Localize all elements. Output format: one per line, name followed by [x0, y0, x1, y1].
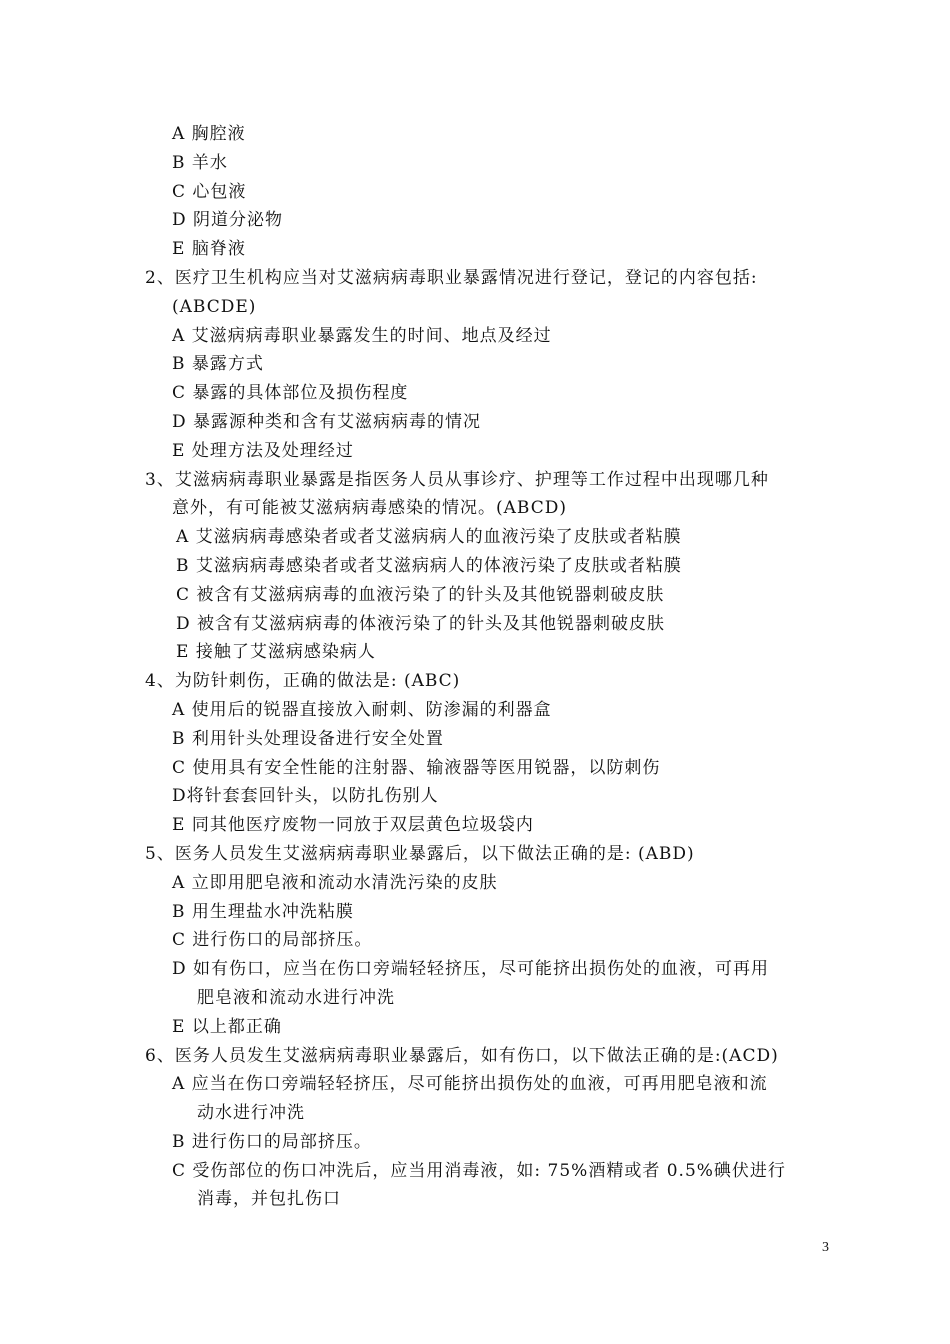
- option-line: C 暴露的具体部位及损伤程度: [172, 383, 409, 404]
- option-line: B 进行伤口的局部挤压。: [172, 1131, 372, 1152]
- continuation-line: 意外，有可能被艾滋病病毒感染的情况。(ABCD): [172, 498, 567, 519]
- question-line: 3、艾滋病病毒职业暴露是指医务人员从事诊疗、护理等工作过程中出现哪几种: [145, 469, 769, 490]
- option-line: B 艾滋病病毒感染者或者艾滋病病人的体液污染了皮肤或者粘膜: [176, 555, 682, 576]
- option-line: A 立即用肥皂液和流动水清洗污染的皮肤: [172, 872, 498, 893]
- option-line: B 羊水: [172, 152, 228, 173]
- question-line: 4、为防针刺伤，正确的做法是: (ABC): [145, 671, 461, 692]
- option-line: C 被含有艾滋病病毒的血液污染了的针头及其他锐器刺破皮肤: [176, 584, 665, 605]
- option-line: C 进行伤口的局部挤压。: [172, 930, 373, 951]
- question-line: 5、医务人员发生艾滋病病毒职业暴露后，以下做法正确的是: (ABD): [145, 843, 695, 864]
- option-line: A 艾滋病病毒感染者或者艾滋病病人的血液污染了皮肤或者粘膜: [176, 527, 682, 548]
- continuation-line: 动水进行冲洗: [197, 1103, 305, 1124]
- option-line: E 接触了艾滋病感染病人: [176, 642, 376, 663]
- option-line: D将针套套回针头，以防扎伤别人: [172, 786, 439, 807]
- option-line: A 应当在伤口旁端轻轻挤压，尽可能挤出损伤处的血液，可再用肥皂液和流: [172, 1074, 768, 1095]
- option-line: B 暴露方式: [172, 354, 264, 375]
- option-line: B 利用针头处理设备进行安全处置: [172, 728, 444, 749]
- option-line: E 脑脊液: [172, 239, 246, 260]
- continuation-line: 消毒，并包扎伤口: [197, 1189, 341, 1210]
- continuation-line: 肥皂液和流动水进行冲洗: [197, 987, 395, 1008]
- option-line: D 如有伤口，应当在伤口旁端轻轻挤压，尽可能挤出损伤处的血液，可再用: [172, 959, 770, 980]
- option-line: E 以上都正确: [172, 1016, 282, 1037]
- option-line: E 处理方法及处理经过: [172, 440, 354, 461]
- continuation-line: (ABCDE): [172, 296, 257, 317]
- option-line: D 暴露源种类和含有艾滋病病毒的情况: [172, 411, 482, 432]
- option-line: C 心包液: [172, 181, 247, 202]
- question-list: [145, 120, 825, 1214]
- option-line: D 阴道分泌物: [172, 210, 284, 231]
- option-line: C 使用具有安全性能的注射器、输液器等医用锐器，以防刺伤: [172, 757, 661, 778]
- option-line: E 同其他医疗废物一同放于双层黄色垃圾袋内: [172, 815, 534, 836]
- page-number: 3: [822, 1240, 829, 1255]
- option-line: A 使用后的锐器直接放入耐刺、防渗漏的利器盒: [172, 699, 552, 720]
- option-line: C 受伤部位的伤口冲洗后，应当用消毒液，如: 75%酒精或者 0.5%碘伏进行: [172, 1160, 786, 1181]
- question-line: 2、医疗卫生机构应当对艾滋病病毒职业暴露情况进行登记，登记的内容包括:: [145, 267, 758, 288]
- option-line: A 胸腔液: [172, 124, 246, 144]
- question-line: 6、医务人员发生艾滋病病毒职业暴露后，如有伤口，以下做法正确的是:(ACD): [145, 1045, 779, 1066]
- option-line: A 艾滋病病毒职业暴露发生的时间、地点及经过: [172, 325, 552, 346]
- option-line: D 被含有艾滋病病毒的体液污染了的针头及其他锐器刺破皮肤: [176, 613, 666, 634]
- option-line: B 用生理盐水冲洗粘膜: [172, 901, 354, 922]
